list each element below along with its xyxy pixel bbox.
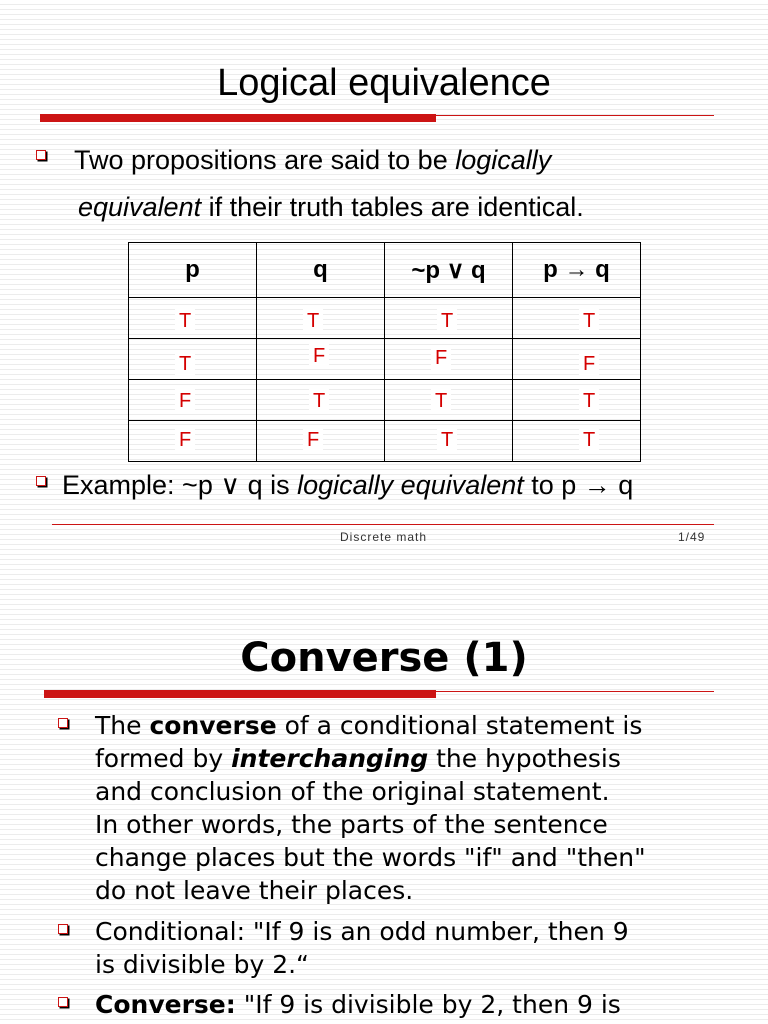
table-header-row (129, 243, 641, 298)
cell-value: F (303, 427, 323, 453)
table-cell (257, 380, 385, 421)
slide2-title: Converse (1) (240, 635, 528, 681)
table-row (129, 339, 641, 380)
slide1-title: Logical equivalence (217, 62, 551, 104)
text: The (95, 711, 150, 740)
cell-value: T (175, 308, 195, 334)
table-cell (129, 339, 257, 380)
table-cell (129, 380, 257, 421)
definition-text: Two propositions are said to be (74, 145, 456, 175)
conditional-example (95, 915, 629, 981)
cell-value: F (175, 388, 195, 414)
table-cell (385, 298, 513, 339)
table-cell (513, 380, 641, 421)
definition-emphasis: equivalent (78, 192, 202, 222)
text-line: and conclusion of the original statement. (95, 777, 610, 806)
definition-line-2 (78, 183, 584, 231)
text-line: In other words, the parts of the sentence (95, 810, 608, 839)
text-line (95, 742, 646, 775)
text: "If 9 is divisible by 2, then 9 is (235, 990, 621, 1019)
definition-text: if their truth tables are identical. (201, 192, 584, 222)
cell-value: T (437, 427, 457, 453)
table-row (129, 421, 641, 462)
text-line (95, 988, 621, 1021)
table-cell (513, 421, 641, 462)
cell-value: T (309, 388, 329, 414)
cell-value: T (437, 308, 457, 334)
cell-value: F (309, 343, 329, 369)
table-row (129, 298, 641, 339)
bullet-square-icon (58, 718, 68, 728)
cell-value: F (579, 351, 599, 377)
header-q: q (257, 243, 385, 298)
bold-term: converse (149, 711, 277, 740)
text-line (95, 709, 646, 742)
title-underline-bar (44, 690, 436, 698)
example-emphasis: logically equivalent (297, 470, 524, 500)
truth-table (128, 242, 641, 462)
text: the hypothesis (428, 744, 621, 773)
example-text: Example: ~p ∨ q is (62, 470, 298, 500)
cell-value: T (579, 308, 599, 334)
converse-example (95, 988, 621, 1021)
text: of a conditional statement is (276, 711, 643, 740)
bold-italic-term: interchanging (231, 744, 429, 773)
header-p-implies-q: p → q (513, 243, 641, 298)
cell-value: T (303, 308, 323, 334)
text-line: change places but the words "if" and "then" (95, 843, 646, 872)
bold-term: Converse: (95, 990, 236, 1019)
table-row (129, 380, 641, 421)
table-cell (257, 298, 385, 339)
title-underline-bar (40, 114, 436, 122)
table-cell (513, 339, 641, 380)
text-line: Conditional: "If 9 is an odd number, then 9 (95, 917, 629, 946)
title-underline-line (436, 115, 714, 116)
converse-definition (95, 709, 646, 907)
cell-value: T (579, 388, 599, 414)
text: formed by (95, 744, 232, 773)
definition-line-1 (74, 136, 551, 184)
table-cell (385, 421, 513, 462)
example-text: to p → q (523, 470, 634, 500)
title-underline-line (436, 691, 714, 692)
footer-divider (52, 524, 714, 525)
bullet-square-icon (36, 476, 46, 486)
table-cell (257, 421, 385, 462)
table-cell (257, 339, 385, 380)
text-line: do not leave their places. (95, 876, 414, 905)
example-line (62, 461, 633, 509)
cell-value: T (175, 351, 195, 377)
table-cell (129, 421, 257, 462)
cell-value: T (431, 388, 451, 414)
table-cell (385, 339, 513, 380)
text-line: is divisible by 2.“ (95, 950, 310, 979)
footer-page-number: 1/49 (678, 530, 706, 544)
definition-emphasis: logically (455, 145, 552, 175)
table-cell (513, 298, 641, 339)
bullet-square-icon (58, 924, 68, 934)
header-not-p-or-q: ~p ∨ q (385, 243, 513, 298)
bullet-square-icon (58, 997, 68, 1007)
table-cell (129, 298, 257, 339)
cell-value: F (175, 427, 195, 453)
cell-value: T (579, 427, 599, 453)
header-p: p (129, 243, 257, 298)
footer-course: Discrete math (340, 530, 428, 544)
cell-value: F (431, 345, 451, 371)
bullet-square-icon (36, 150, 46, 160)
table-cell (385, 380, 513, 421)
